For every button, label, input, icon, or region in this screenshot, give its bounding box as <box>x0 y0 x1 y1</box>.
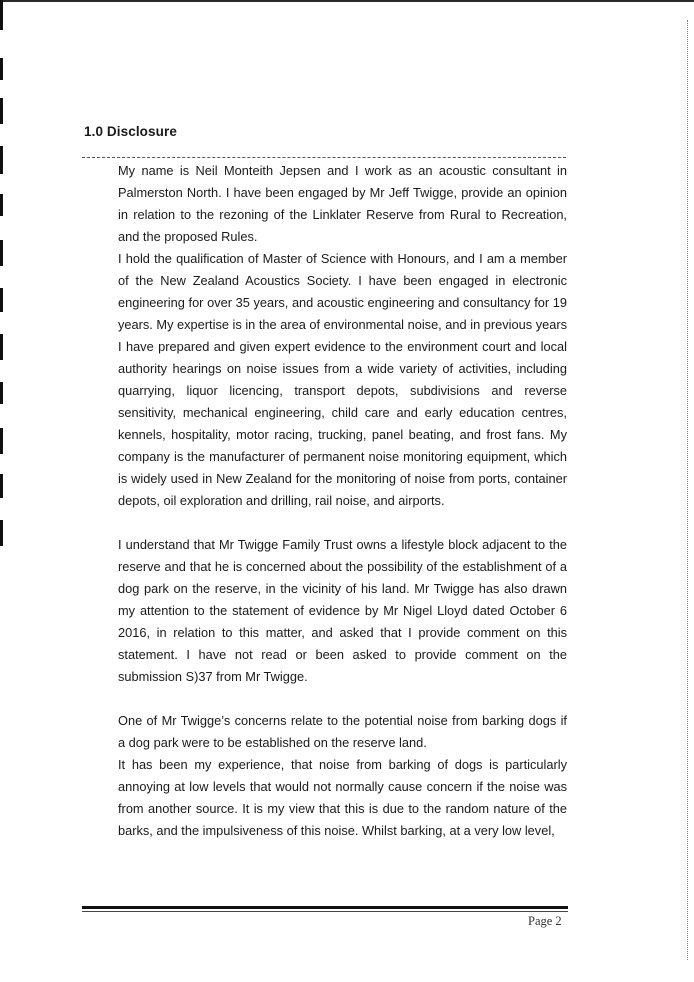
scan-mark <box>0 382 3 404</box>
paragraph-concern: One of Mr Twigge’s concerns relate to the potential noise from barking dogs if a dog park were to be established on the reserve land. <box>118 713 567 750</box>
scan-top-edge <box>0 0 694 2</box>
document-body <box>118 160 567 842</box>
scan-mark <box>0 146 3 174</box>
scan-right-edge <box>686 20 688 960</box>
paragraph-qualifications: I hold the qualification of Master of Science with Honours, and I am a member of the New Zealand Acoustics Society. I have been engaged in electronic engineering for over 35 years, and acoustic engineering and consultancy for 19 years. My expertise is in the area of environmental noise, and in previous years I have prepared and given expert evidence to the environment court and local authority hearings on noise issues from a wide variety of activities, including quarrying, liquor licencing, transport depots, subdivisions and reverse sensitivity, mechanical engineering, child care and early education centres, kennels, hospitality, motor racing, trucking, panel beating, and frost fans. My company is the manufacturer of permanent noise monitoring equipment, which is widely used in New Zealand for the monitoring of noise from ports, container depots, oil exploration and drilling, rail noise, and airports. <box>118 251 567 508</box>
scan-mark <box>0 334 3 360</box>
paragraph-experience: It has been my experience, that noise from barking of dogs is particularly annoying at low levels that would not normally cause concern if the noise was from another source. It is my view that this is due to the random nature of the barks, and the impulsiveness of this noise. Whilst barking, at a very low level, <box>118 757 567 838</box>
scan-mark <box>0 98 3 124</box>
scan-mark <box>0 428 3 454</box>
scan-mark <box>0 288 3 312</box>
footer-rule-secondary <box>82 911 568 912</box>
page-number: Page 2 <box>528 914 562 928</box>
scan-mark <box>0 58 3 80</box>
paragraph-engagement: I understand that Mr Twigge Family Trust owns a lifestyle block adjacent to the reserve and that he is concerned about the possibility of the establishment of a dog park on the reserve, in the vicinity of his land. Mr Twigge has also drawn my attention to the statement of evidence by Mr Nigel Lloyd dated October 6 2016, in relation to this matter, and asked that I provide comment on this statement. I have not read or been asked to provide comment on the submission S)37 from Mr Twigge. <box>118 537 567 684</box>
paragraph-introduction: My name is Neil Monteith Jepsen and I work as an acoustic consultant in Palmerston North. I have been engaged by Mr Jeff Twigge, provide an opinion in relation to the rezoning of the Linklater Reserve from Rural to Recreation, and the proposed Rules. <box>118 163 567 244</box>
scan-mark <box>0 520 3 546</box>
heading-divider <box>82 157 566 158</box>
scan-left-edge <box>0 0 3 982</box>
scan-mark <box>0 0 3 30</box>
scan-mark <box>0 240 3 266</box>
scan-mark <box>0 194 3 216</box>
footer-rule <box>82 906 568 909</box>
scan-mark <box>0 474 3 498</box>
section-heading: 1.0 Disclosure <box>84 124 177 139</box>
